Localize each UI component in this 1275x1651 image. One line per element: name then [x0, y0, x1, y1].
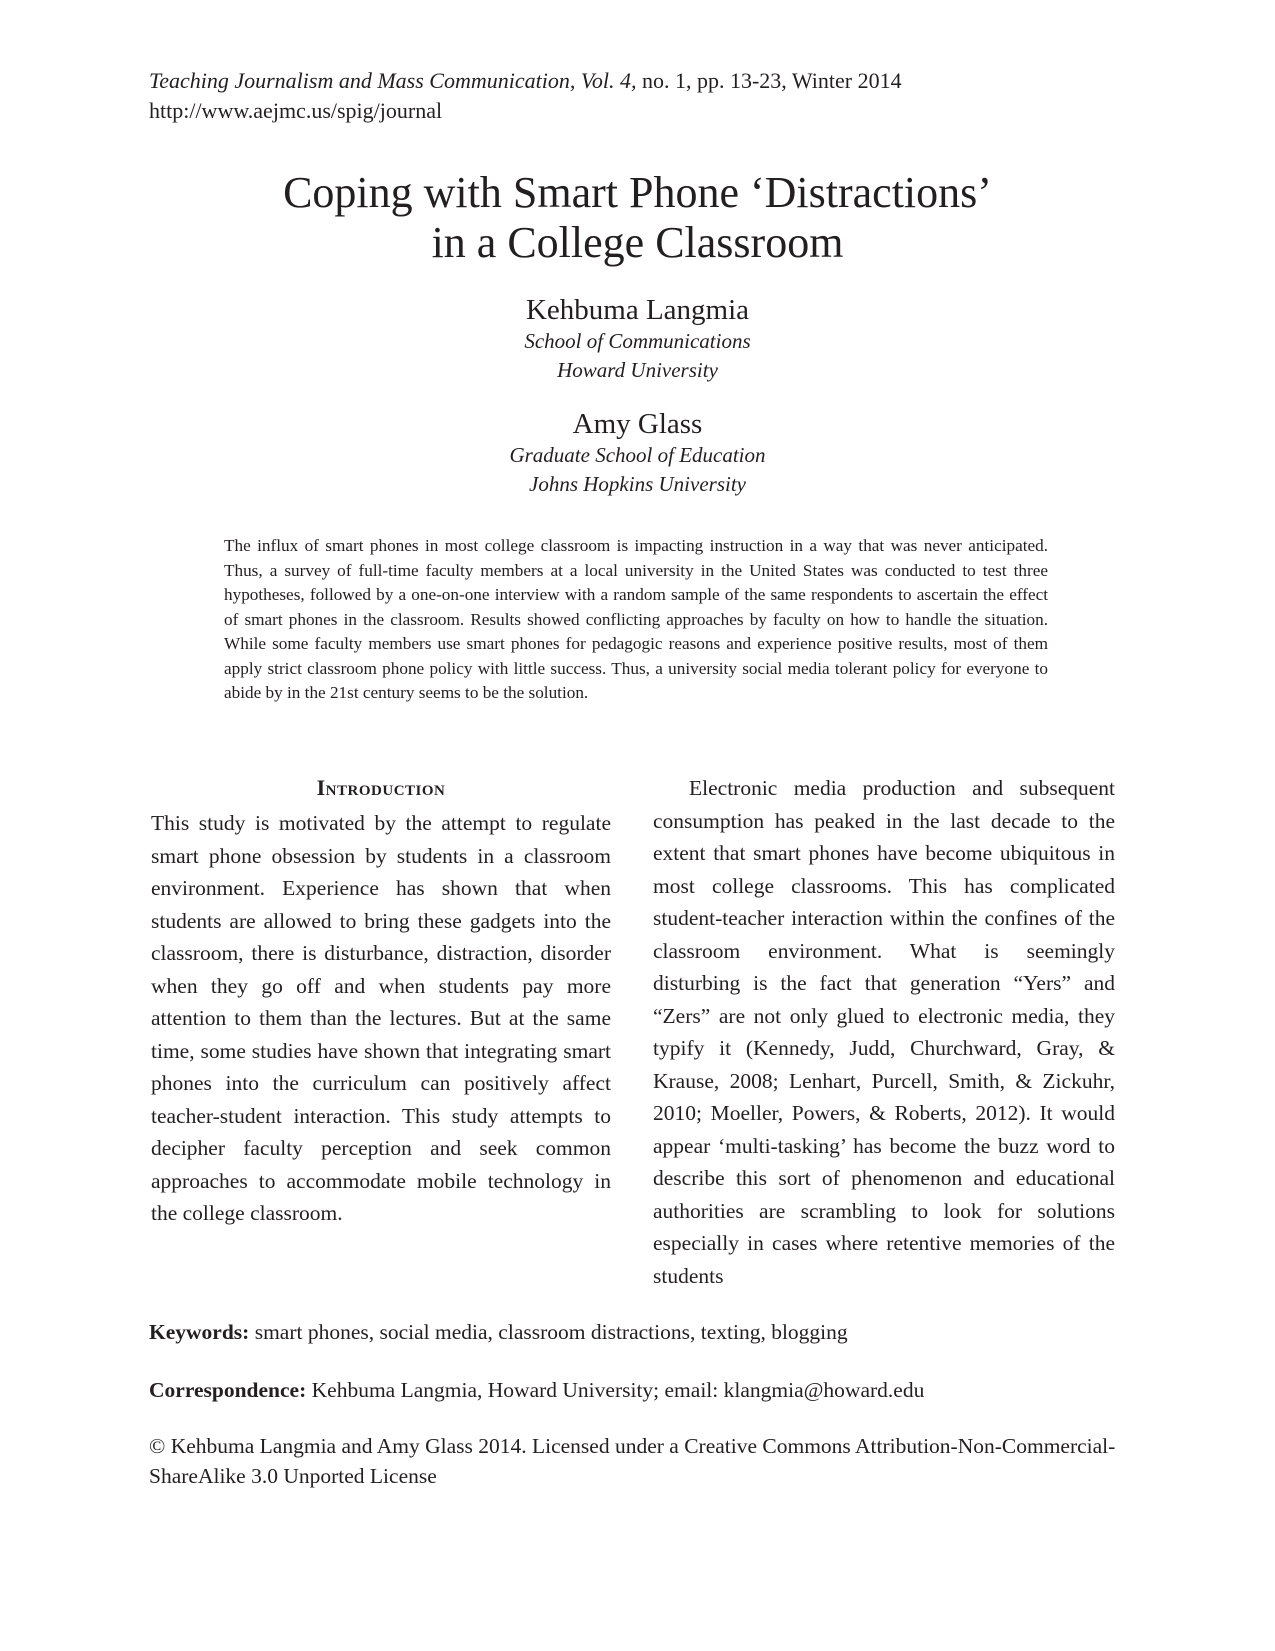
journal-name: Teaching Journalism and Mass Communication, Vol. 4,: [149, 68, 637, 93]
introduction-left-column: This study is motivated by the attempt to regulate smart phone obsession by students in a classroom environment. Experience has shown that when students are allowed to bring these gadgets into the classroom, there is disturbance, distraction, disorder when they go off and when students pay more attention to them than the lectures. But at the same time, some studies have shown that integrating smart phones into the curriculum can positively affect teacher-student interaction. This study attempts to decipher faculty perception and seek common approaches to accommodate mobile technology in the college classroom.: [151, 811, 611, 1225]
correspondence: [149, 1375, 1129, 1405]
author-affiliation-university: Howard University: [557, 358, 718, 382]
author-affiliation-university: Johns Hopkins University: [529, 472, 746, 496]
introduction-right-column: Electronic media production and subsequent consumption has peaked in the last decade to the extent that smart phones have become ubiquitous in most college classrooms. This has complicated student-teacher interaction within the confines of the classroom environment. What is seemingly disturbing is the fact that generation “Yers” and “Zers” are not only glued to electronic media, they typify it (Kennedy, Judd, Churchward, Gray, & Krause, 2008; Lenhart, Purcell, Smith, & Zickuhr, 2010; Moeller, Powers, & Roberts, 2012). It would appear ‘multi-tasking’ has become the buzz word to describe this sort of phenomenon and educational authorities are scrambling to look for solutions especially in cases where retentive memories of the students: [653, 776, 1115, 1288]
keywords-value: smart phones, social media, classroom distractions, texting, blogging: [249, 1320, 848, 1344]
author-affiliation-department: Graduate School of Education: [509, 443, 766, 467]
author-affiliation-department: School of Communications: [524, 329, 751, 353]
author-name: Amy Glass: [572, 408, 703, 440]
article-title: [0, 168, 1275, 268]
journal-header: [149, 66, 1149, 126]
journal-url[interactable]: http://www.aejmc.us/spig/journal: [149, 98, 443, 123]
author-block-2: [0, 407, 1275, 499]
abstract: The influx of smart phones in most college classroom is impacting instruction in a way that was never anticipated. Thus, a survey of full-time faculty members at a local university in the United States was conducted to test three hypotheses, followed by a one-on-one interview with a random sample of the same respondents to ascertain the effect of smart phones in the classroom. Results showed conflicting approaches by faculty on how to handle the situation. While some faculty members use smart phones for pedagogic reasons and experience positive results, most of them apply strict classroom phone policy with little success. Thus, a university social media tolerant policy for everyone to abide by in the 21st century seems to be the solution.: [224, 536, 1048, 702]
license-notice: © Kehbuma Langmia and Amy Glass 2014. Licensed under a Creative Commons Attribution-Non-Commercial-ShareAlike 3.0 Unported License: [149, 1434, 1116, 1488]
article-title-line-2: in a College Classroom: [431, 218, 844, 267]
article-title-line-1: Coping with Smart Phone ‘Distractions’: [283, 168, 992, 217]
author-block-1: [0, 293, 1275, 385]
journal-issue: no. 1, pp. 13-23, Winter 2014: [636, 68, 902, 93]
correspondence-label: Correspondence:: [149, 1378, 307, 1402]
keywords: [149, 1317, 1129, 1347]
author-name: Kehbuma Langmia: [525, 294, 750, 326]
journal-citation: [149, 66, 1149, 96]
keywords-label: Keywords:: [149, 1320, 250, 1344]
section-heading-introduction: Introduction: [316, 775, 446, 800]
correspondence-value: Kehbuma Langmia, Howard University; email: klangmia@howard.edu: [306, 1378, 925, 1402]
